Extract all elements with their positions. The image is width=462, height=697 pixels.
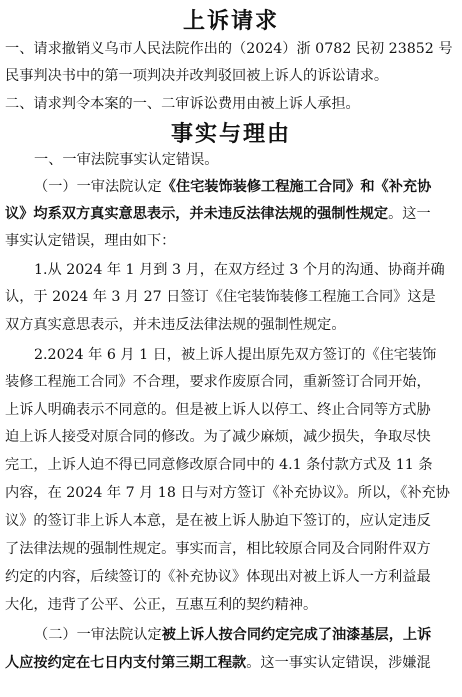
reason-2-line-5: 完工，上诉人迫不得已同意修改原合同中的 4.1 条付款方式及 11 条 — [5, 457, 433, 473]
reason-2-line-8: 了法律法规的强制性规定。事实而言，相比较原合同及合同附件双方 — [5, 541, 431, 557]
paragraph-1-bold-claim: 《住宅装饰装修工程施工合同》和《补充协 — [161, 179, 432, 195]
reason-1-line-3: 双方真实意思表示，并未违反法律法规的强制性规定。 — [5, 317, 346, 333]
paragraph-2-bold-claim-cont: 人应按约定在七日内支付第三期工程款 — [5, 655, 247, 671]
reason-2-line-3: 上诉人明确表示不同意的。但是被上诉人以停工、终止合同等方式胁 — [5, 402, 431, 418]
paragraph-1-lead: （一）一审法院认定 — [34, 179, 162, 195]
reason-2-line-4: 迫上诉人接受对原合同的修改。为了减少麻烦，减少损失，争取尽快 — [5, 429, 431, 445]
reason-2-line-9: 约定的内容，后续签订的《补充协议》体现出对被上诉人一方利益最 — [5, 569, 431, 585]
facts-and-reasons-heading: 事实与理由 — [170, 121, 291, 147]
paragraph-2-lead: （二）一审法院认定 — [34, 627, 162, 643]
reason-2-line-6: 内容，在 2024 年 7 月 18 日与对方签订《补充协议》。所以，《补充协 — [5, 485, 450, 501]
paragraph-1-line-2 — [5, 207, 431, 221]
reason-2-line-10: 大化，违背了公平、公正，互惠互利的契约精神。 — [5, 597, 318, 613]
reason-1-line-1: 1.从 2024 年 1 月到 3 月，在双方经过 3 个月的沟通、协商并确 — [34, 262, 445, 278]
paragraph-2-tail: 。这一事实认定错误，涉嫌混 — [246, 655, 431, 671]
request-1-line-2: 民事判决书中的第一项判决并改判驳回被上诉人的诉讼请求。 — [5, 68, 389, 84]
reason-2-line-7: 议》的签订非上诉人本意，是在被上诉人胁迫下签订的，应认定违反 — [5, 513, 431, 529]
paragraph-1-tail: 。这一 — [388, 206, 431, 222]
request-1-line-1: 一、请求撤销义乌市人民法院作出的（2024）浙 0782 民初 23852 号 — [5, 41, 453, 57]
paragraph-2-line-2 — [5, 656, 431, 670]
paragraph-2-line-1 — [34, 628, 431, 642]
request-2: 二、请求判令本案的一、二审诉讼费用由被上诉人承担。 — [5, 96, 360, 112]
reason-1-line-2: 认，于 2024 年 3 月 27 日签订《住宅装饰装修工程施工合同》这是 — [5, 289, 436, 305]
appeal-requests-heading: 上诉请求 — [182, 8, 279, 34]
paragraph-1-line-3: 事实认定错误，理由如下： — [5, 233, 176, 249]
paragraph-1-line-1 — [34, 180, 431, 194]
paragraph-2-bold-claim: 被上诉人按合同约定完成了油漆基层，上诉 — [161, 627, 432, 643]
paragraph-1-bold-claim-cont: 议》均系双方真实意思表示，并未违反法律法规的强制性规定 — [5, 206, 389, 222]
section-1-heading: 一、一审法院事实认定错误。 — [34, 152, 219, 168]
reason-2-line-1: 2.2024 年 6 月 1 日，被上诉人提出原先双方签订的《住宅装饰 — [34, 347, 437, 363]
reason-2-line-2: 装修工程施工合同》不合理，要求作废原合同，重新签订合同开始， — [5, 374, 431, 390]
